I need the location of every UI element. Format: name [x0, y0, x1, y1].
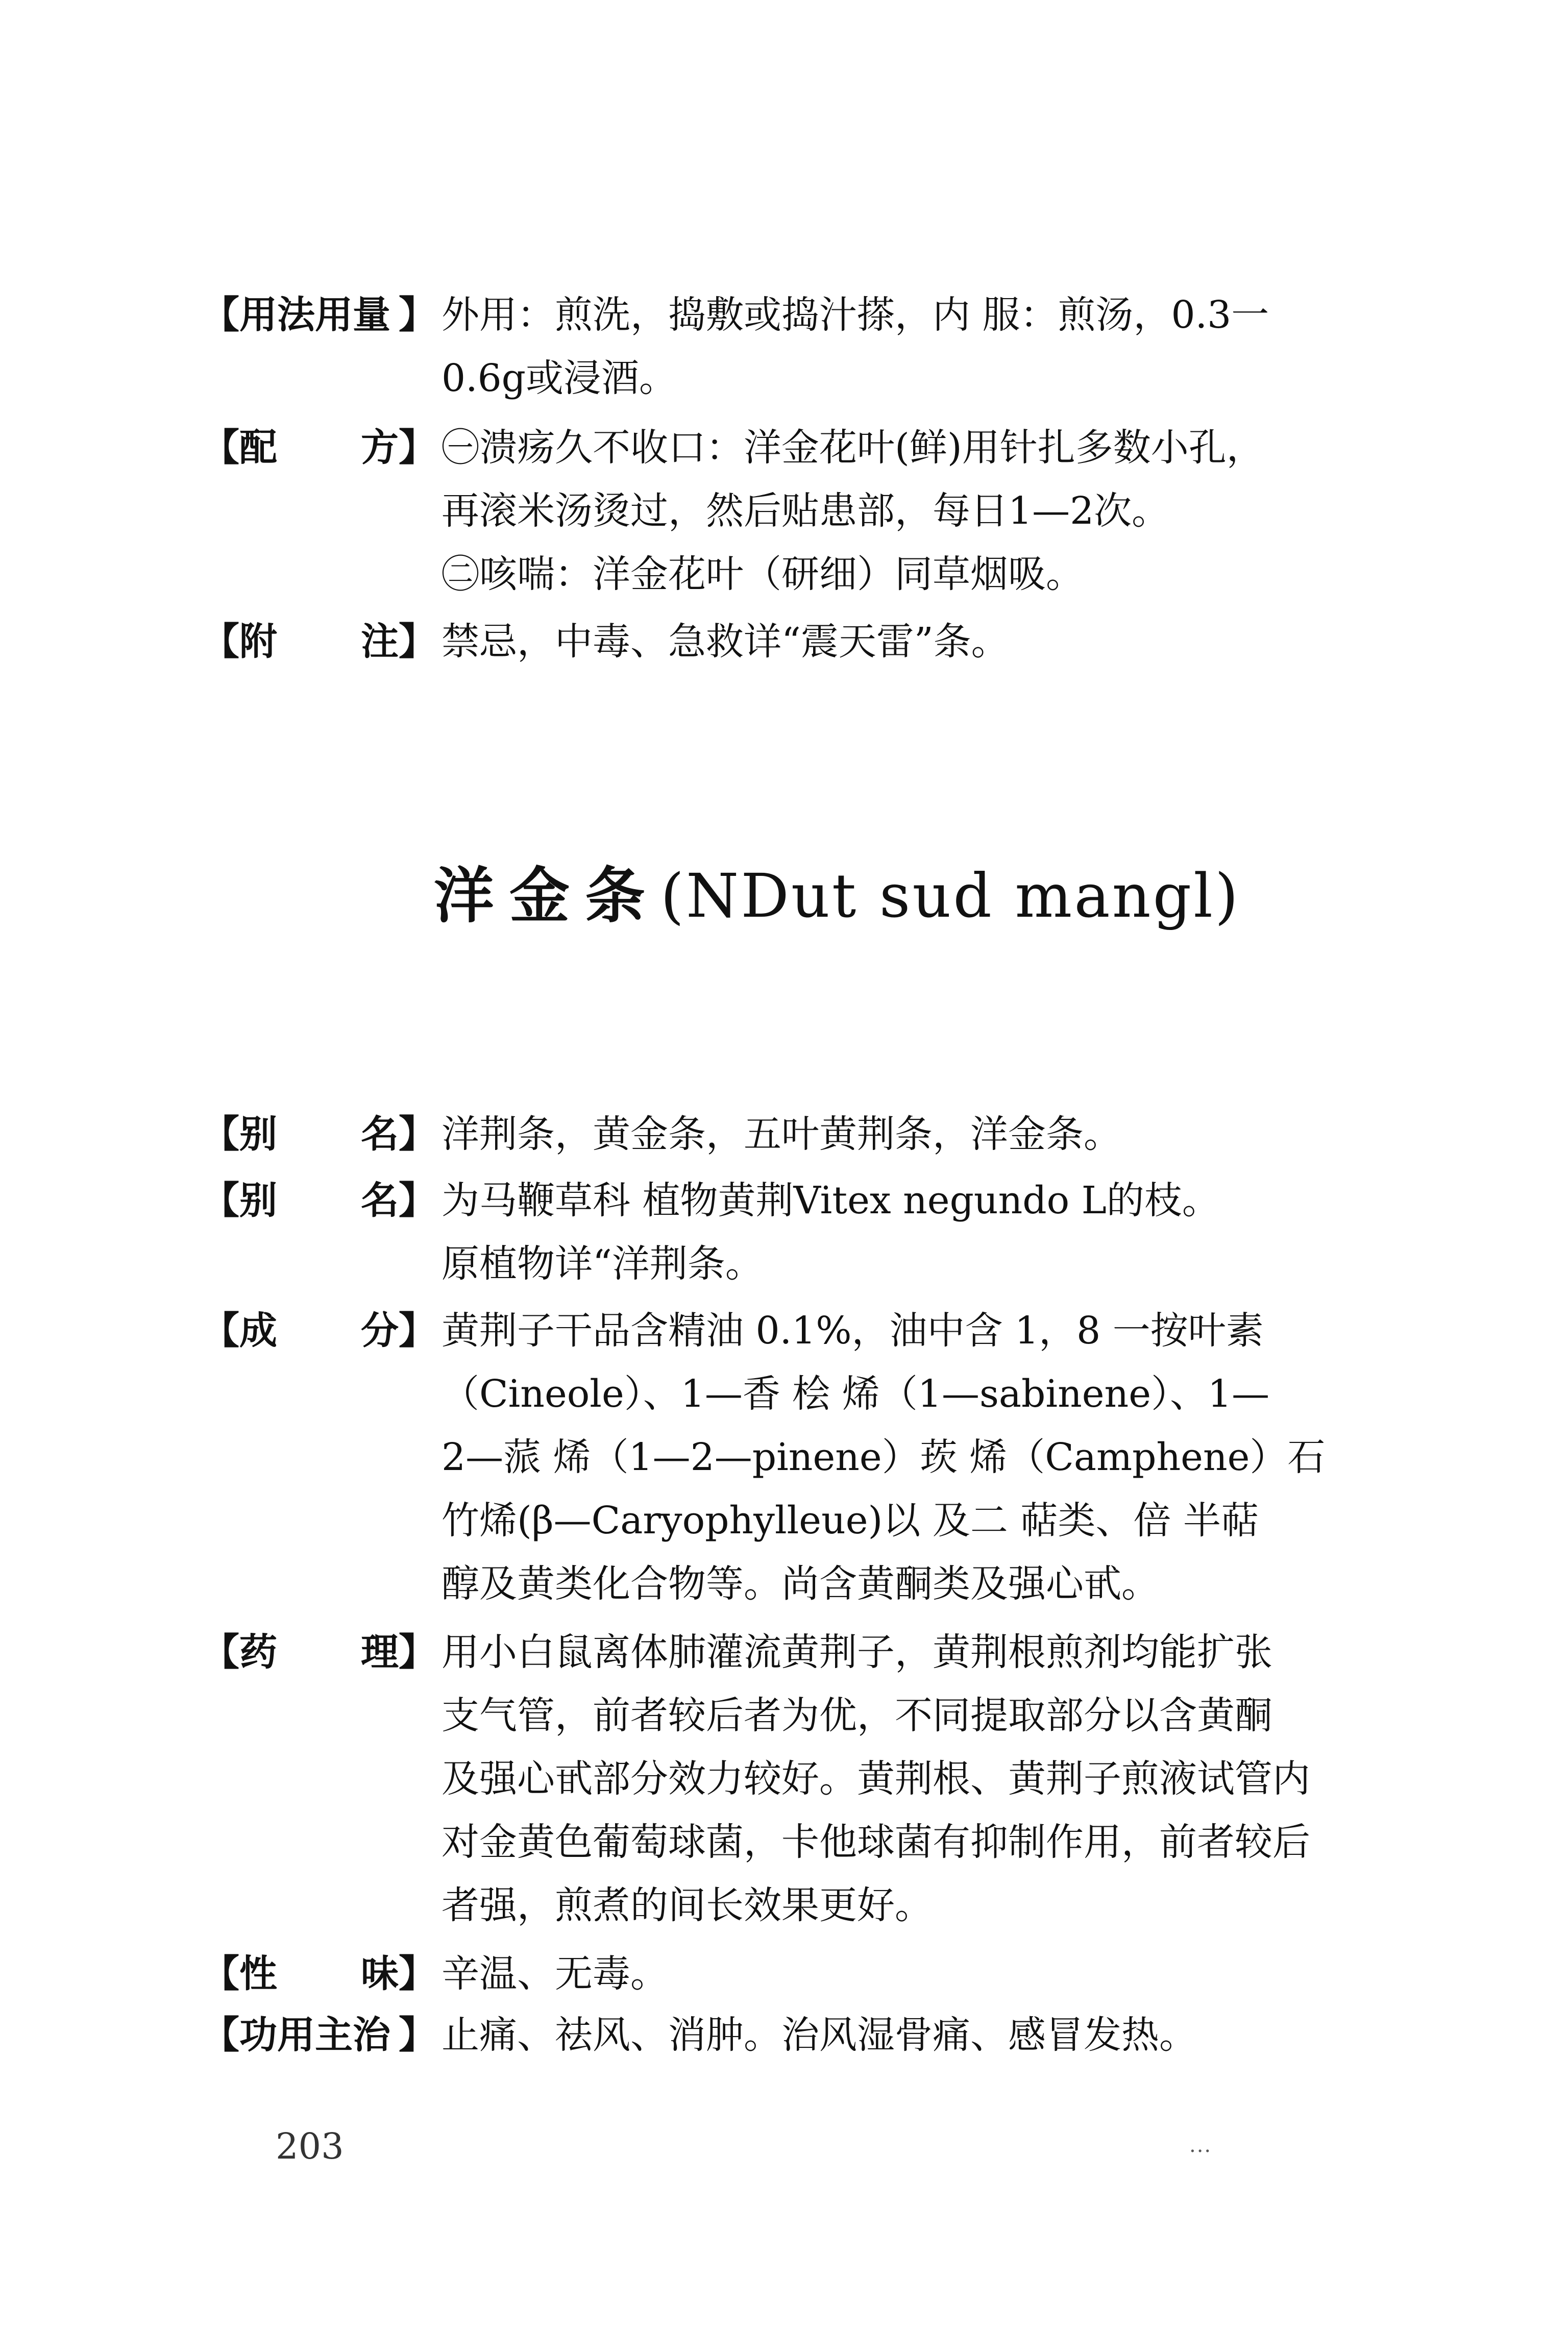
entry-label: 【成 分】	[202, 1309, 436, 1353]
entry-text: 止痛、祛风、消肿。治风湿骨痛、感冒发热。	[442, 2013, 1197, 2057]
entry-alias	[202, 1103, 1391, 1166]
title-chinese: 洋金条	[434, 860, 661, 931]
entry-label: 【别 名】	[202, 1112, 436, 1156]
entry-label: 【用法用量 】	[202, 293, 436, 337]
entry-text: 外用：煎洗，捣敷或捣汁搽，内 服：煎汤，0.3一 0.6g或浸酒。	[442, 293, 1269, 400]
entry-components	[202, 1299, 1391, 1615]
footer-mark: ...	[1189, 2134, 1212, 2157]
entry-label: 【配 方】	[202, 426, 436, 470]
entry-label: 【功用主治 】	[202, 2013, 436, 2057]
entry-source	[202, 1169, 1391, 1295]
entry-text: 为马鞭草科 植物黄荆Vitex negundo L的枝。 原植物详“洋荆条。	[442, 1179, 1220, 1286]
entry-usage-dosage	[202, 283, 1391, 410]
entry-prescription	[202, 416, 1391, 606]
entry-taste	[202, 1942, 1391, 2005]
entry-text: 辛温、无毒。	[442, 1952, 668, 1996]
section-title	[434, 858, 1240, 934]
entry-label: 【性 味】	[202, 1952, 436, 1996]
entry-label: 【附 注】	[202, 620, 436, 664]
entry-text: 黄荆子干品含精油 0.1%，油中含 1，8 一按叶素 （Cineole）、1—香 桧 烯（1—sabinene）、1— 2—蒎 烯（1—2—pinene）莰 烯（Camphene）石 竹烯(β—Caryophylleue)以 及二 萜类、倍 半萜 醇及黄类化合物等。尚含黄酮类及强心甙。	[442, 1309, 1326, 1606]
entry-note	[202, 610, 1391, 673]
entry-text: 用小白鼠离体肺灌流黄荆子，黄荆根煎剂均能扩张 支气管，前者较后者为优，不同提取部分以含黄酮 及强心甙部分效力较好。黄荆根、黄荆子煎液试管内 对金黄色葡萄球菌，卡他球菌有抑制作用，前者较后 者强，煎煮的间长效果更好。	[442, 1630, 1310, 1927]
title-pinyin: (NDut sud mangl)	[660, 861, 1240, 931]
entry-function	[202, 2003, 1391, 2067]
entry-text: ㊀溃疡久不收口：洋金花叶(鲜)用针扎多数小孔， 再滚米汤烫过，然后贴患部，每日1—2次。 ㊁咳喘：洋金花叶（研细）同草烟吸。	[442, 426, 1264, 596]
page-number: 203	[276, 2125, 344, 2167]
entry-text: 洋荆条，黄金条，五叶黄荆条，洋金条。	[442, 1112, 1121, 1156]
entry-pharmacology	[202, 1621, 1391, 1937]
entry-text: 禁忌，中毒、急救详“震天雷”条。	[442, 620, 1009, 664]
entry-label: 【别 名】	[202, 1179, 436, 1222]
entry-label: 【药 理】	[202, 1630, 436, 1674]
